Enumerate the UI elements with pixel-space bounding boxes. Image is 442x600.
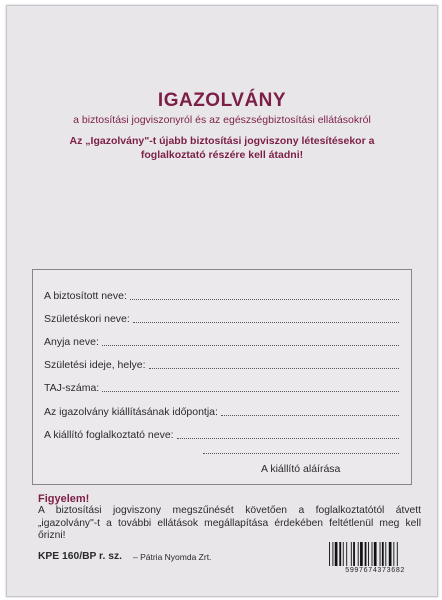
field-label: A kiállító foglalkoztató neve:	[44, 429, 174, 441]
document-sheet	[6, 5, 438, 597]
field-label: Születéskori neve:	[44, 313, 130, 325]
field-label: Anyja neve:	[44, 336, 99, 348]
fill-line	[221, 405, 399, 416]
barcode-number: 5997674373682	[345, 567, 405, 575]
field-mother-name	[44, 334, 399, 348]
barcode	[328, 542, 422, 566]
signature-line	[203, 453, 399, 454]
fill-line	[133, 312, 399, 323]
document-subtitle: a biztosítási jogviszonyról és az egészségbiztosítási ellátásokról	[73, 114, 371, 126]
form-code: KPE 160/BP r. sz.	[38, 551, 122, 562]
document-title: IGAZOLVÁNY	[157, 90, 287, 111]
field-birth-name	[44, 311, 399, 325]
form-box	[32, 269, 412, 485]
fill-line	[102, 381, 399, 392]
field-employer-name	[44, 427, 399, 441]
warning-title: Figyelem!	[38, 493, 90, 505]
field-label: Születési ideje, helye:	[44, 359, 146, 371]
field-label: Az igazolvány kiállításának időpontja:	[44, 406, 218, 418]
fill-line	[149, 358, 399, 369]
printer-name: – Pátria Nyomda Zrt.	[133, 552, 212, 562]
field-taj-number	[44, 380, 399, 394]
field-label: TAJ-száma:	[44, 382, 100, 394]
fill-line	[102, 335, 399, 346]
fill-line	[177, 428, 399, 439]
fill-line	[130, 289, 399, 300]
field-insured-name	[44, 288, 399, 302]
document-notice: Az „Igazolvány"-t újabb biztosítási jogviszony létesítésekor a foglalkoztató részére kell átadni!	[69, 135, 375, 161]
field-issue-date	[44, 404, 399, 418]
warning-text: A biztosítási jogviszony megszűnését követően a foglalkoztatótól átvett „igazolvány"-t a további ellátások megállapítása érdekében feltétlenül meg kell őrizni!	[38, 505, 421, 541]
field-label: A biztosított neve:	[44, 290, 127, 302]
field-birth-date-place	[44, 357, 399, 371]
signature-label: A kiállító aláírása	[261, 463, 341, 475]
